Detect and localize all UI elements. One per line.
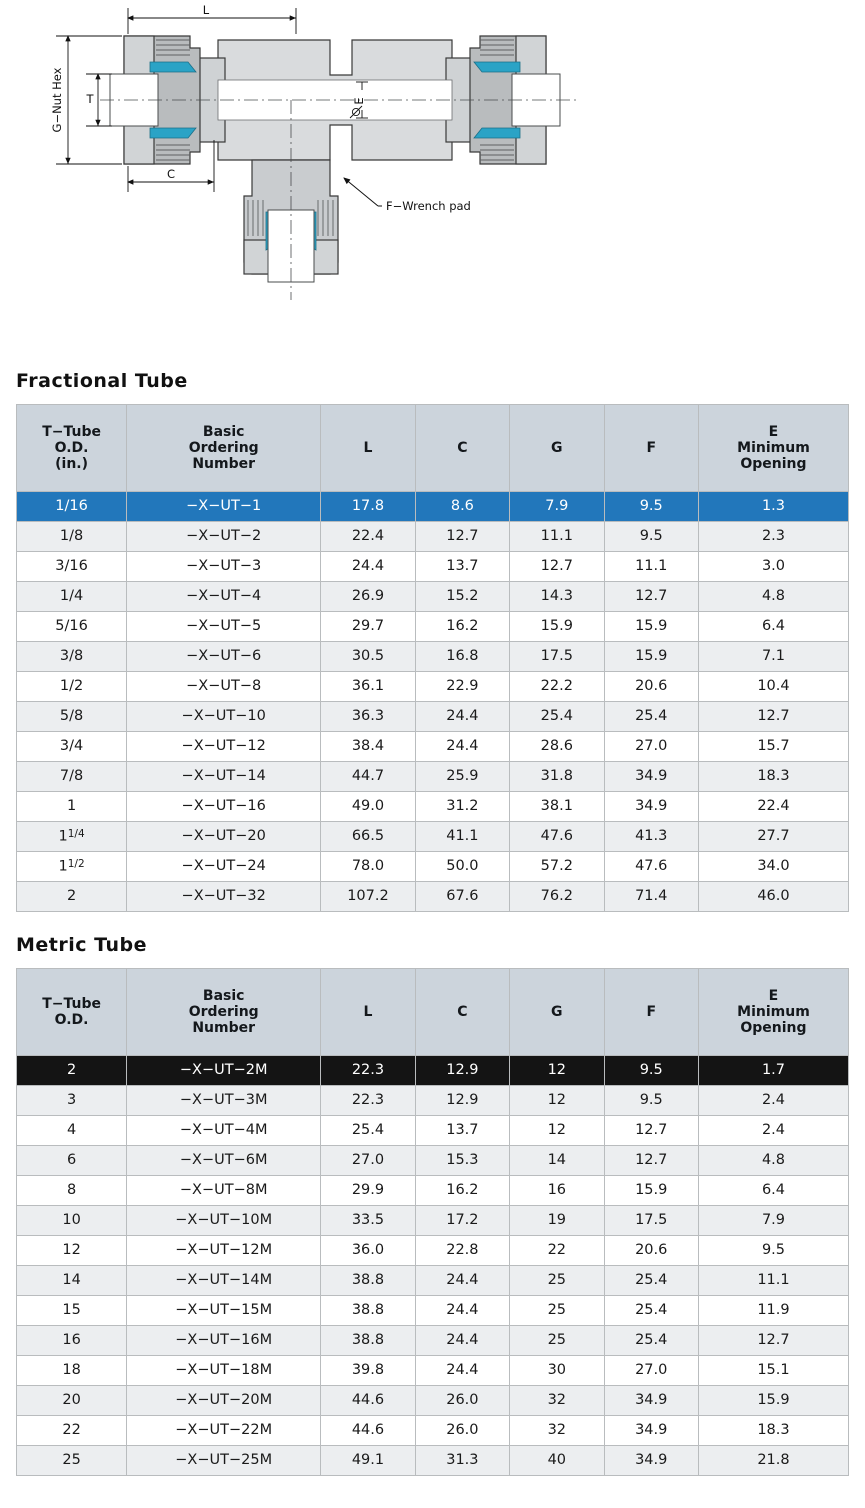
col-header-od-line2: O.D. [54, 439, 89, 456]
table-row [17, 552, 849, 582]
cell-tube-od: 1/2 [17, 672, 127, 702]
cell-tube-od: 3/8 [17, 642, 127, 672]
cell-g: 16 [510, 1176, 604, 1206]
col-header-f: F [604, 969, 698, 1056]
cell-tube-od: 7/8 [17, 762, 127, 792]
cell-f: 9.5 [604, 1056, 698, 1086]
cell-tube-od: 15 [17, 1296, 127, 1326]
fractional-tube-body [17, 492, 849, 912]
table-row [17, 1266, 849, 1296]
col-header-od-line2: O.D. [54, 1012, 89, 1028]
cell-e: 18.3 [698, 762, 848, 792]
cell-f: 9.5 [604, 492, 698, 522]
table-row [17, 852, 849, 882]
cell-g: 57.2 [510, 852, 604, 882]
cell-e: 46.0 [698, 882, 848, 912]
cell-e: 12.7 [698, 1326, 848, 1356]
cell-l: 29.7 [321, 612, 415, 642]
cell-tube-od [17, 852, 127, 882]
cell-f: 15.9 [604, 642, 698, 672]
cell-e: 18.3 [698, 1416, 848, 1446]
col-header-bon-line2: Ordering [188, 439, 259, 456]
col-header-bon-line3: Number [192, 456, 256, 473]
table-row [17, 1326, 849, 1356]
cell-tube-od: 2 [17, 1056, 127, 1086]
cell-g: 14 [510, 1146, 604, 1176]
cell-e: 22.4 [698, 792, 848, 822]
cell-ordering-number: −X−UT−10M [127, 1206, 321, 1236]
cell-e: 2.4 [698, 1116, 848, 1146]
col-header-e-line3: Opening [740, 456, 807, 473]
col-header-ordering-number [127, 405, 321, 492]
cell-e: 27.7 [698, 822, 848, 852]
cell-c: 13.7 [415, 552, 509, 582]
table-row [17, 1236, 849, 1266]
cell-ordering-number: −X−UT−14 [127, 762, 321, 792]
cell-ordering-number: −X−UT−2 [127, 522, 321, 552]
col-header-od-line3: (in.) [55, 456, 89, 473]
col-header-od [17, 969, 127, 1056]
cell-f: 34.9 [604, 1386, 698, 1416]
cell-c: 13.7 [415, 1116, 509, 1146]
od-whole: 1 [58, 828, 68, 845]
cell-ordering-number: −X−UT−16M [127, 1326, 321, 1356]
cell-tube-od: 8 [17, 1176, 127, 1206]
col-header-bon-line2: Ordering [188, 1003, 259, 1020]
cell-ordering-number: −X−UT−12M [127, 1236, 321, 1266]
table-row [17, 582, 849, 612]
cell-ordering-number: −X−UT−22M [127, 1416, 321, 1446]
cell-e: 34.0 [698, 852, 848, 882]
cell-g: 25.4 [510, 702, 604, 732]
cell-l: 44.6 [321, 1416, 415, 1446]
cell-ordering-number: −X−UT−5 [127, 612, 321, 642]
cell-l: 27.0 [321, 1146, 415, 1176]
table-row [17, 1446, 849, 1476]
table-header-row [17, 969, 849, 1056]
dimension-label-c: C [166, 167, 176, 181]
od-fraction: 1/2 [67, 857, 85, 870]
cell-c: 15.2 [415, 582, 509, 612]
cell-c: 26.0 [415, 1386, 509, 1416]
cell-f: 15.9 [604, 612, 698, 642]
cell-l: 38.4 [321, 732, 415, 762]
cell-g: 17.5 [510, 642, 604, 672]
cell-f: 27.0 [604, 732, 698, 762]
cell-ordering-number: −X−UT−8M [127, 1176, 321, 1206]
cell-e: 15.9 [698, 1386, 848, 1416]
col-header-g: G [510, 405, 604, 492]
table-row [17, 1386, 849, 1416]
cell-g: 40 [510, 1446, 604, 1476]
col-header-l: L [321, 405, 415, 492]
cell-g: 76.2 [510, 882, 604, 912]
col-header-bon-line1: Basic [202, 423, 245, 440]
od-whole: 1 [58, 858, 68, 875]
cell-l: 107.2 [321, 882, 415, 912]
cell-c: 24.4 [415, 732, 509, 762]
cell-c: 16.2 [415, 612, 509, 642]
cell-f: 25.4 [604, 1326, 698, 1356]
cell-c: 25.9 [415, 762, 509, 792]
cell-ordering-number: −X−UT−4M [127, 1116, 321, 1146]
dimension-label-e: E [352, 97, 366, 105]
cell-e: 6.4 [698, 612, 848, 642]
cell-e: 15.7 [698, 732, 848, 762]
cell-f: 41.3 [604, 822, 698, 852]
cell-e: 3.0 [698, 552, 848, 582]
cell-g: 31.8 [510, 762, 604, 792]
cell-e: 1.3 [698, 492, 848, 522]
cell-c: 15.3 [415, 1146, 509, 1176]
table-row [17, 1356, 849, 1386]
table-row [17, 1296, 849, 1326]
cell-ordering-number: −X−UT−6M [127, 1146, 321, 1176]
cell-ordering-number: −X−UT−32 [127, 882, 321, 912]
cell-g: 12 [510, 1086, 604, 1116]
cell-e: 2.4 [698, 1086, 848, 1116]
cell-f: 27.0 [604, 1356, 698, 1386]
cell-e: 4.8 [698, 1146, 848, 1176]
table-row [17, 522, 849, 552]
section-title-fractional: Fractional Tube [16, 370, 188, 392]
cell-tube-od: 5/16 [17, 612, 127, 642]
cell-c: 67.6 [415, 882, 509, 912]
cell-g: 12 [510, 1116, 604, 1146]
cell-ordering-number: −X−UT−3M [127, 1086, 321, 1116]
cell-c: 50.0 [415, 852, 509, 882]
cell-tube-od: 10 [17, 1206, 127, 1236]
cell-c: 17.2 [415, 1206, 509, 1236]
cell-e: 15.1 [698, 1356, 848, 1386]
cell-l: 22.4 [321, 522, 415, 552]
table-row [17, 882, 849, 912]
cell-ordering-number: −X−UT−10 [127, 702, 321, 732]
cell-f: 9.5 [604, 1086, 698, 1116]
cell-tube-od [17, 822, 127, 852]
metric-tube-body [17, 1056, 849, 1476]
cell-tube-od: 20 [17, 1386, 127, 1416]
cell-ordering-number: −X−UT−4 [127, 582, 321, 612]
cell-e: 11.9 [698, 1296, 848, 1326]
cell-c: 16.2 [415, 1176, 509, 1206]
cell-e: 7.1 [698, 642, 848, 672]
dimension-label-l: L [202, 3, 210, 17]
cell-f: 34.9 [604, 1416, 698, 1446]
col-header-od [17, 405, 127, 492]
cell-l: 38.8 [321, 1296, 415, 1326]
cell-g: 7.9 [510, 492, 604, 522]
col-header-e-line2: Minimum [737, 1003, 810, 1020]
cell-tube-od: 3/4 [17, 732, 127, 762]
section-title-metric: Metric Tube [16, 934, 148, 956]
cell-f: 34.9 [604, 792, 698, 822]
cell-ordering-number: −X−UT−16 [127, 792, 321, 822]
cell-c: 41.1 [415, 822, 509, 852]
cell-c: 24.4 [415, 1266, 509, 1296]
cell-tube-od: 14 [17, 1266, 127, 1296]
table-row [17, 702, 849, 732]
cell-e: 7.9 [698, 1206, 848, 1236]
cell-l: 66.5 [321, 822, 415, 852]
table-row [17, 612, 849, 642]
cell-l: 29.9 [321, 1176, 415, 1206]
col-header-g: G [510, 969, 604, 1056]
cell-f: 12.7 [604, 1116, 698, 1146]
cell-f: 25.4 [604, 1266, 698, 1296]
cell-g: 15.9 [510, 612, 604, 642]
cell-g: 12.7 [510, 552, 604, 582]
cell-ordering-number: −X−UT−18M [127, 1356, 321, 1386]
cell-c: 16.8 [415, 642, 509, 672]
table-row [17, 1086, 849, 1116]
cell-c: 31.2 [415, 792, 509, 822]
cell-l: 36.0 [321, 1236, 415, 1266]
cell-tube-od: 1 [17, 792, 127, 822]
table-row [17, 1206, 849, 1236]
cell-tube-od: 22 [17, 1416, 127, 1446]
cell-l: 49.1 [321, 1446, 415, 1476]
cell-f: 12.7 [604, 582, 698, 612]
cell-c: 24.4 [415, 1356, 509, 1386]
cell-e: 6.4 [698, 1176, 848, 1206]
cell-c: 31.3 [415, 1446, 509, 1476]
cell-f: 25.4 [604, 1296, 698, 1326]
cell-e: 10.4 [698, 672, 848, 702]
cell-tube-od: 4 [17, 1116, 127, 1146]
cell-f: 20.6 [604, 672, 698, 702]
cell-c: 24.4 [415, 1326, 509, 1356]
fractional-tube-table [16, 404, 849, 912]
cell-g: 11.1 [510, 522, 604, 552]
cell-l: 24.4 [321, 552, 415, 582]
cell-g: 22.2 [510, 672, 604, 702]
cell-l: 36.1 [321, 672, 415, 702]
cell-l: 30.5 [321, 642, 415, 672]
cell-tube-od: 1/16 [17, 492, 127, 522]
table-row [17, 642, 849, 672]
cell-l: 78.0 [321, 852, 415, 882]
cell-ordering-number: −X−UT−25M [127, 1446, 321, 1476]
cell-ordering-number: −X−UT−3 [127, 552, 321, 582]
cell-g: 14.3 [510, 582, 604, 612]
cell-f: 47.6 [604, 852, 698, 882]
cell-g: 19 [510, 1206, 604, 1236]
cell-f: 12.7 [604, 1146, 698, 1176]
cell-f: 17.5 [604, 1206, 698, 1236]
cell-e: 2.3 [698, 522, 848, 552]
table-row [17, 492, 849, 522]
cell-l: 38.8 [321, 1266, 415, 1296]
table-row [17, 1416, 849, 1446]
cell-f: 25.4 [604, 702, 698, 732]
table-row [17, 1146, 849, 1176]
table-row [17, 672, 849, 702]
cell-c: 22.9 [415, 672, 509, 702]
cell-c: 22.8 [415, 1236, 509, 1266]
dimension-label-f-wrench-pad: F−Wrench pad [386, 199, 471, 213]
cell-g: 47.6 [510, 822, 604, 852]
cell-f: 20.6 [604, 1236, 698, 1266]
cell-g: 25 [510, 1266, 604, 1296]
col-header-bon-line3: Number [192, 1020, 256, 1037]
table-row [17, 732, 849, 762]
cell-g: 32 [510, 1386, 604, 1416]
cell-ordering-number: −X−UT−15M [127, 1296, 321, 1326]
cell-g: 22 [510, 1236, 604, 1266]
col-header-od-line1: T−Tube [42, 423, 101, 440]
cell-g: 25 [510, 1326, 604, 1356]
union-tee-drawing [0, 0, 865, 370]
dimension-label-g-nut-hex: G−Nut Hex [50, 67, 64, 133]
cell-l: 17.8 [321, 492, 415, 522]
table-row [17, 1176, 849, 1206]
cell-f: 15.9 [604, 1176, 698, 1206]
cell-tube-od: 6 [17, 1146, 127, 1176]
cell-l: 44.6 [321, 1386, 415, 1416]
cell-l: 38.8 [321, 1326, 415, 1356]
cell-ordering-number: −X−UT−24 [127, 852, 321, 882]
col-header-e-line3: Opening [740, 1020, 807, 1037]
cell-tube-od: 2 [17, 882, 127, 912]
cell-e: 4.8 [698, 582, 848, 612]
cell-l: 22.3 [321, 1056, 415, 1086]
cell-c: 12.7 [415, 522, 509, 552]
col-header-c: C [415, 969, 509, 1056]
table-row [17, 762, 849, 792]
od-fraction: 1/4 [67, 827, 85, 840]
cell-c: 26.0 [415, 1416, 509, 1446]
cell-ordering-number: −X−UT−1 [127, 492, 321, 522]
cell-l: 25.4 [321, 1116, 415, 1146]
cell-c: 24.4 [415, 1296, 509, 1326]
cell-g: 38.1 [510, 792, 604, 822]
cell-g: 28.6 [510, 732, 604, 762]
dimension-label-t: T [86, 92, 94, 106]
col-header-e [698, 969, 848, 1056]
cell-e: 11.1 [698, 1266, 848, 1296]
cell-tube-od: 5/8 [17, 702, 127, 732]
cell-c: 24.4 [415, 702, 509, 732]
table-row [17, 822, 849, 852]
table-row [17, 792, 849, 822]
cell-tube-od: 1/4 [17, 582, 127, 612]
table-header-row [17, 405, 849, 492]
cell-g: 32 [510, 1416, 604, 1446]
cell-l: 49.0 [321, 792, 415, 822]
col-header-e-line1: E [768, 987, 779, 1004]
cell-f: 9.5 [604, 522, 698, 552]
col-header-ordering-number [127, 969, 321, 1056]
col-header-e-line2: Minimum [737, 439, 810, 456]
cell-tube-od: 3 [17, 1086, 127, 1116]
cell-l: 39.8 [321, 1356, 415, 1386]
col-header-e [698, 405, 848, 492]
cell-l: 22.3 [321, 1086, 415, 1116]
cell-c: 12.9 [415, 1086, 509, 1116]
col-header-f: F [604, 405, 698, 492]
cell-tube-od: 3/16 [17, 552, 127, 582]
col-header-c: C [415, 405, 509, 492]
cell-tube-od: 25 [17, 1446, 127, 1476]
cell-l: 36.3 [321, 702, 415, 732]
cell-ordering-number: −X−UT−20 [127, 822, 321, 852]
cell-e: 21.8 [698, 1446, 848, 1476]
cell-tube-od: 16 [17, 1326, 127, 1356]
cell-tube-od: 18 [17, 1356, 127, 1386]
cell-ordering-number: −X−UT−2M [127, 1056, 321, 1086]
cell-c: 12.9 [415, 1056, 509, 1086]
cell-ordering-number: −X−UT−20M [127, 1386, 321, 1416]
cell-ordering-number: −X−UT−8 [127, 672, 321, 702]
col-header-bon-line1: Basic [202, 987, 245, 1004]
cell-ordering-number: −X−UT−12 [127, 732, 321, 762]
cell-l: 26.9 [321, 582, 415, 612]
cell-c: 8.6 [415, 492, 509, 522]
col-header-od-line1: T−Tube [42, 995, 101, 1012]
col-header-l: L [321, 969, 415, 1056]
cell-e: 12.7 [698, 702, 848, 732]
cell-f: 34.9 [604, 762, 698, 792]
cell-g: 25 [510, 1296, 604, 1326]
cell-g: 12 [510, 1056, 604, 1086]
cell-ordering-number: −X−UT−14M [127, 1266, 321, 1296]
metric-tube-table [16, 968, 849, 1476]
cell-tube-od: 1/8 [17, 522, 127, 552]
cell-l: 44.7 [321, 762, 415, 792]
cell-f: 34.9 [604, 1446, 698, 1476]
cell-e: 1.7 [698, 1056, 848, 1086]
table-row [17, 1116, 849, 1146]
cell-ordering-number: −X−UT−6 [127, 642, 321, 672]
cell-e: 9.5 [698, 1236, 848, 1266]
cell-l: 33.5 [321, 1206, 415, 1236]
cell-f: 71.4 [604, 882, 698, 912]
cell-g: 30 [510, 1356, 604, 1386]
cell-tube-od: 12 [17, 1236, 127, 1266]
col-header-e-line1: E [768, 423, 779, 440]
cell-f: 11.1 [604, 552, 698, 582]
table-row [17, 1056, 849, 1086]
